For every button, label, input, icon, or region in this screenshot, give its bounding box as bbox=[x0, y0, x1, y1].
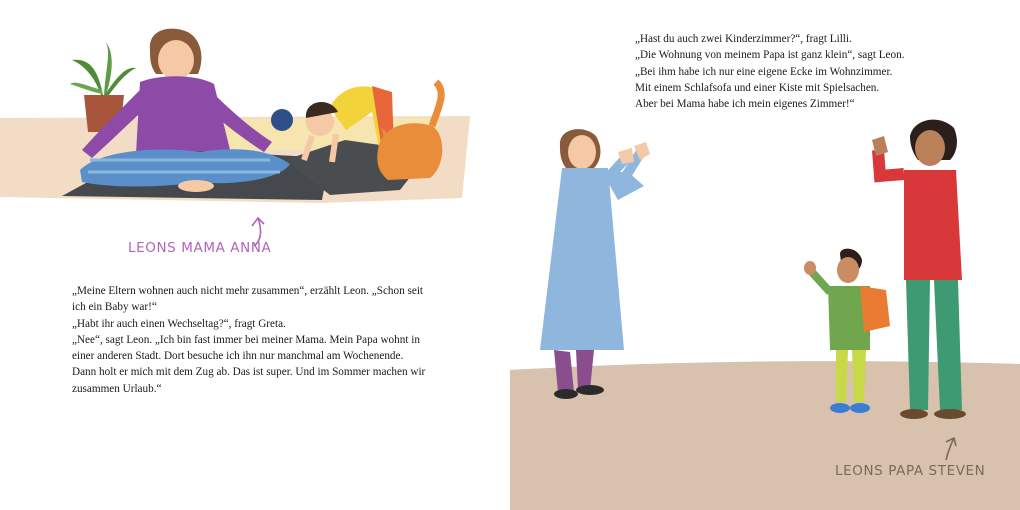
story-line: Aber bei Mama habe ich mein eigenes Zimmer!“ bbox=[635, 98, 855, 111]
story-line: „Habt ihr auch einen Wechseltag?“, fragt Greta. bbox=[72, 317, 286, 330]
woman-blue-coat-drawing bbox=[540, 129, 650, 399]
left-story-text bbox=[72, 283, 472, 397]
ball-drawing bbox=[271, 109, 293, 131]
story-line: Mit einem Schlafsofa und einer Kiste mit Spielsachen. bbox=[635, 81, 880, 94]
story-line: „Nee“, sagt Leon. „Ich bin fast immer bei meiner Mama. Mein Papa wohnt in bbox=[72, 333, 420, 346]
story-line: ich ein Baby war!“ bbox=[72, 301, 157, 314]
right-story-text bbox=[635, 31, 1005, 112]
story-line: einer anderen Stadt. Dort besuche ich ihn nur manchmal am Wochenende. bbox=[72, 350, 404, 363]
story-line: „Meine Eltern wohnen auch nicht mehr zusammen“, erzählt Leon. „Schon seit bbox=[72, 285, 424, 297]
story-line: „Die Wohnung von meinem Papa ist ganz klein“, sagt Leon. bbox=[635, 49, 905, 62]
story-line: Dann holt er mich mit dem Zug ab. Das ist super. Und im Sommer machen wir bbox=[72, 366, 426, 379]
story-line: „Hast du auch zwei Kinderzimmer?“, fragt Lilli. bbox=[635, 33, 852, 45]
caption-mama-anna: LEONS MAMA ANNA bbox=[128, 240, 272, 256]
right-page bbox=[510, 0, 1020, 510]
story-line: zusammen Urlaub.“ bbox=[72, 382, 162, 395]
caption-papa-steven: LEONS PAPA STEVEN bbox=[835, 463, 986, 479]
story-line: „Bei ihm habe ich nur eine eigene Ecke im Wohnzimmer. bbox=[635, 65, 893, 78]
